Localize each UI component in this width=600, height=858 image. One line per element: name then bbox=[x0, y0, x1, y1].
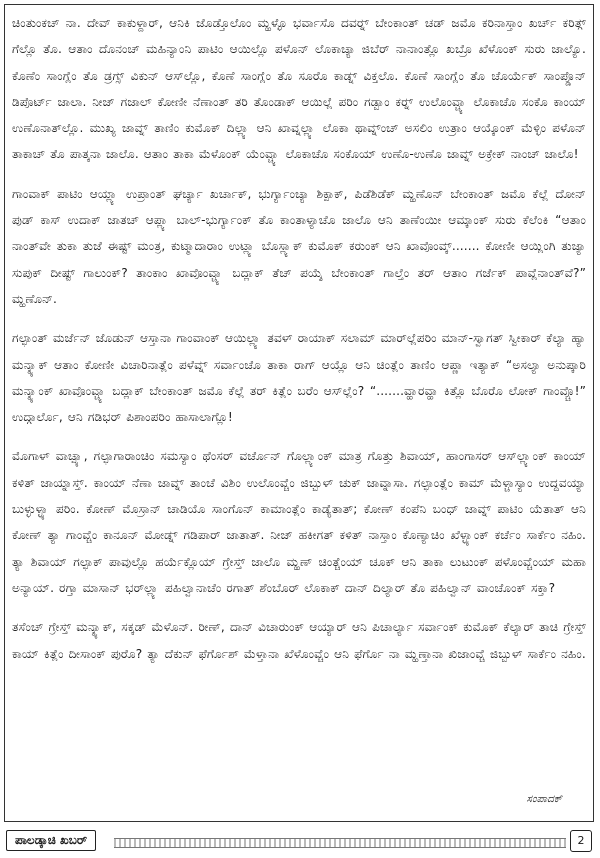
publication-name: ಪಾಲಡ್ಕಾಚಿ ಖಬರ್ bbox=[6, 830, 96, 851]
paragraph-2: ಗಾಂವಾಕ್ ಪಾಟಿಂ ಆಯ್ಲ್ಯಾ ಉಪ್ರಾಂತ್ ಘರ್ಚ್ಯಾ ಖರ್ಚಾಕ್, ಭುರ್ಗ್ಯಾಂಚ್ಯಾ ಶಿಕ್ಪಾಕ್, ಪಿಡೆಶಿಡೆಕ್ ಮ್ಹಣೊನ್ ಬೇಂಕಾಂತ್ ಜಮೊ ಕೆಲ್ಲೆ ದೋನ್ ಪುಡ್ ಕಾಸ್ ಉದಾಕ್ ಜಾತಚ್ ಆಪ್ಲ್ಯಾ ಬಾಲ್-ಭುರ್ಗ್ಯಾಂಕ್ ತೊ ಕಾಂತಾಳ್ಯಾಚೊ ಜಾಲೊ ಆನಿ ತಾಣೆಂಯೀ ಆಮ್ಕಾಂಕ್ ಸುರು ಕೆಲೆಂಕಿ “ಆತಾಂ ನಾಂತ್‌ವೇ ತುಕಾ ತುಜೆ ಈಷ್ಟ್ ಮಂತ್ರ, ಕುಟ್ಮಾದಾರಾಂ ಉಟ್ಲ್ಯಾ ಬೊಸ್ಲ್ಯಾಕ್ ಕುಮೊಕ್ ಕರುಂಕ್ ಆನಿ ಖಾವೊಂವ್ಕ್....... ಕೋಣೀ ಆಯ್ಲಿಂಗಿ ತುಜ್ಯಾ ಸುಪುಕ್ ದೀಷ್ಟ್ ಗಾಲುಂಕ್? ತಾಂಕಾಂ ಖಾವೊಂವ್ಚ್ಯಾ ಬದ್ಲಾಕ್ ತೆಚ್ ಪಯ್ಶೆ ಬೇಂಕಾಂತ್ ಗಾಲ್ತೆಂ ತರ್ ಆತಾಂ ಗರ್ಜೆಕ್ ಪಾವ್ಲೆನಾಂತ್‌ವೆ?” ಮ್ಹಣೊನ್. bbox=[12, 186, 586, 306]
paragraph-4: ಮೊಗಾಳ್ ವಾಚ್ಪ್ಯಾ, ಗಲ್ಫಾಗಾರಾಂಚಿಂ ಸಮಸ್ಯಾಂ ಥೆಂಸರ್ ವರ್ಚೊನ್ ಗೊಲ್ಲ್ಯಾಂಕ್ ಮಾತ್ರ ಗೊತ್ತು ಶಿವಾಯ್, ಹಾಂಗಾಸರ್ ಆಸ್‌ಲ್ಲ್ಯಾಂಕ್ ಕಾಂಯ್ ಕಳಿತ್ ಜಾಯ್ನಾಸ್ತ್. ಕಾಂಯ್ ನೆಣಾ ಜಾವ್ನ್ ತಾಂಚೆ ವಿಶಿಂ ಉಲೊಂವ್ಚೆಂ ಜಿಬ್ಬುಳ್ ಚುಕ್ ಜಾವ್ನಾಸಾ. ಗಲ್ಫಾಂತ್ಲೆಂ ಕಾಮ್ ಮೆಳ್ಚಾಸ್ಯಾಂ ಉದ್ದವಯ್ಯಾ ಬುಳ್ಳುಳ್ಳ್ಯಾ ಪರಿಂ. ಕೋಣ್ ಮೊಸ್ರಾನ್ ಚಾಡಿಯೊ ಸಾಂಗೊನ್ ಕಾಮಾಂತ್ಲೆಂ ಕಾಡ್ಯೆತಾತ್; ಕೋಣ್ ಕಂಪೆನಿ ಬಂಧ್ ಜಾವ್ನ್ ಪಾಟಿಂ ಯೆತಾತ್ ಆನಿ ಕೋಣ್ ತ್ಯಾ ಗಾಂವ್ಚೆಂ ಕಾನೂನ್ ಮೋಡ್ನ್ ಗಡಿಪಾರ್ ಜಾತಾತ್. ನೀಜ್ ಹಕೀಗತ್ ಕಳಿತ್ ನಾಸ್ತಾಂ ಕೊಣ್ಯಾಚಿಂ ಖೆಳ್ಳ್ಯಾಂಕ್ ಕರ್ಚೆಂ ಸಾರ್ಕೆಂ ನಹಿಂ. ತ್ಯಾ ಶಿವಾಯ್ ಗಲ್ಫಾಕ್ ಪಾವುಲ್ಲೊ ಹರ್ಯೆಕ್ಲೊಯ್ ಗ್ರೇಸ್ತ್ ಜಾಲೊ ಮ್ಹಣ್ ಚಿಂತ್ಚೆಂಯ್ ಚೂಕ್ ಆನಿ ತಾಕಾ ಲುಟುಂಕ್ ಪಳೊಂವ್ಚೆಂಯ್ ಮಹಾ ಅನ್ಯಾಯ್. ರಗ್ತಾ ಮಾಸಾನ್ ಭರ್‌ಲ್ಲ್ಯಾ ಪಹಿಲ್ವಾನಾಚೆಂ ರಗಾತ್ ಶೆಂಬೊರ್ ಲೊಕಾಕ್ ದಾನ್ ದಿಲ್ಯಾರ್ ತೊ ಪಹಿಲ್ವಾನ್ ವಾಂಚೊಂಕ್ ಸಕ್ತಾ? bbox=[12, 449, 586, 595]
editor-signature: ಸಂಪಾದಕ್ bbox=[526, 793, 562, 805]
page-number: 2 bbox=[570, 830, 592, 852]
paragraph-3: ಗಲ್ಫಾಂತ್ ಮರ್ಜೆನ್ ಜೊಡುನ್ ಆಸ್ತಾನಾ ಗಾಂವಾಂಕ್ ಆಯಿಲ್ಲ್ಯಾ ತವಳ್ ರಾಯಾಕ್ ಸಲಾಮ್ ಮಾರ್‌ಲ್ಲೆಪರಿಂ ಮಾನ್-ಸ್ವಾಗತ್ ಸ್ವೀಕಾರ್ ಕೆಲ್ಯಾ ಹ್ಯಾ ಮನ್ಶ್ಯಾಕ್ ಆತಾಂ ಕೋಣೀ ವಿಚಾರಿನಾತ್ಲೆಂ ಪಳೆವ್ನ್ ಸರ್ವಾಂಚೊ ತಾಕಾ ರಾಗ್ ಆಯ್ಲೊ ಆನಿ ಚಿಂತ್ಲೆಂ ತಾಣಿಂ ಆಪ್ಣಾ ಇತ್ಯಾಕ್ “ಅಸಲ್ಯಾ ಅನುಪ್ಕಾರಿ ಮನ್ಶ್ಯಾಂಕ್ ಖಾವೊಂವ್ಚ್ಯಾ ಬದ್ಲಾಕ್ ಬೇಂಕಾಂತ್ ಜಮೊ ಕೆಲ್ಲೆ ತರ್ ಕಿತ್ಲೆಂ ಬರೆಂ ಆಸ್‌ಲ್ಲೆಂ? “.......ವ್ಹಾರವ್ಹಾ ಕಿತ್ಲೊ ಬೊರೊ ಲೋಕ್ ಗಾಂವ್ಚೊ!” ಉದ್ಗಾರ್ಲೊ, ಆನಿ ಗಡಿಭರ್ ಪಿಶಾಂಪರಿಂ ಹಾಸಾಲಾಗ್ಲೊ! bbox=[12, 331, 586, 425]
paragraph-1: ಚಿಂತುಂಕಚ್ ನಾ. ದೇವ್ ಕಾಕುಳ್ದಾರ್, ಆನಿಕಿ ಜೊಡ್ತೊಲೊಂ ಮ್ಹಳ್ಳೊ ಭರ್ವಾಸೊ ದವರ್‍ನ್ ಬೇಂಕಾಂತ್ ಚಡ್ ಜಮೊ ಕರಿನಾಸ್ತಾಂ ಖರ್ಚ್ ಕರಿತ್ಗ್ ಗೆಲ್ಲೊ ತೊ. ಆತಾಂ ದೊನಂಚ್ ಮಹಿನ್ಯಾಂನಿ ಪಾಟಿಂ ಆಯಿಲ್ಲೊ ಪಳೊನ್ ಲೊಕಾಚ್ಯಾ ಜಿಬೆರ್ ನಾನಾಂತ್ಲೊ ಖಬ್ರೊ ಖೆಳೊಂಕ್ ಸುರು ಜಾಲ್ಯೊ. ಕೊಣೆಂ ಸಾಂಗ್ಲೆಂ ತೊ ಡ್ರಗ್ಸ್ ವಿಕುನ್ ಆಸ್‌ಲ್ಲೊ, ಕೊಣೆ ಸಾಂಗ್ಲೆಂ ತೊ ಸೂರೊ ಕಾಡ್ನ್ ವಿಕ್ತಲೊ. ಕೊಣೆ ಸಾಂಗ್ಲೆಂ ತೊ ಚೊರ್ಯೆಕ್ ಸಾಂಪ್ಡೊನ್ ಡಿಪೊರ್ಟ್ ಜಾಲಾ. ನೀಜ್ ಗಜಾಲ್ ಕೋಣೀ ನೆಣಾಂತ್ ತರಿ ತೊಂಡಾಕ್ ಆಯಿಲ್ಲೆ ಪರಿಂ ಗಡ್ಬಾಂ ಕರ್‍ನ್ ಉಲೊಂವ್ಚ್ಯಾ ಲೊಕಾಚೊ ಸಂಕೊ ಕಾಂಯ್ ಉಣೊನಾತ್‌ಲ್ಲೊ. ಮುಖ್ಯ ಜಾವ್ನ್ ತಾಣಿಂ ಕುಮೊಕ್ ದಿಲ್ಲ್ಯಾ ಆನಿ ಖಾವ್ನಲ್ಲ್ಯಾ ಲೊಕಾ ಥಾವ್ನ್‌ಂಚ್ ಅಸಲಿಂ ಉತ್ರಾಂ ಆಯ್ಕೊಂಕ್ ಮೆಳ್ಳಿಂ ಪಳೊನ್ ತಾಕಾಚ್ ತೊ ಪಾತ್ಕನಾ ಜಾಲೊ. ಆತಾಂ ತಾಕಾ ಮೆಳೊಂಕ್ ಯೆಂವ್ಚ್ಯಾ ಲೊಕಾಚೊ ಸಂಕೊಯ್ ಉಣೊ-ಉಣೊ ಜಾವ್ನ್ ಅಕ್ರೇಕ್ ನಾಂಚ್ ಜಾಲೊ! bbox=[12, 16, 586, 162]
article-body bbox=[12, 10, 586, 680]
footer-decorative-band bbox=[114, 838, 566, 848]
paragraph-5: ತಸೆಂಚ್ ಗ್ರೇಸ್ತ್ ಮನ್ಶ್ಯಾಕ್, ಸಕ್ಕಡ್ ಮೆಳೊನ್. ರೀಣ್, ದಾನ್ ವಿಚಾರುಂಕ್ ಆಯ್ಯಾರ್ ಆನಿ ಪಿಚಾರ್ಲ್ಯಾ ಸರ್ವಾಂಕ್ ಕುಮೊಕ್ ಕೆಲ್ಯಾರ್ ತಾಚಿ ಗ್ರೇಸ್ತ್ ಕಾಯ್ ಕಿತ್ಲೆಂ ದೀಸಾಂಕ್ ಪುರೊ? ತ್ಯಾ ದೆಕುನ್ ಫೆರ್ಗೊಶ್ ಮೆಳ್ತಾನಾ ಖೆಳೊಂವ್ಚೆಂ ಆನಿ ಫೆರ್ಗೊ ನಾ ಮ್ಹಣ್ತಾನಾ ಖಿಜಾಂವ್ಚೆ ಜಿಬ್ಬುಳ್ ಸಾರ್ಕೆಂ ನಹಿಂ. bbox=[12, 620, 586, 661]
page-footer bbox=[4, 826, 594, 856]
